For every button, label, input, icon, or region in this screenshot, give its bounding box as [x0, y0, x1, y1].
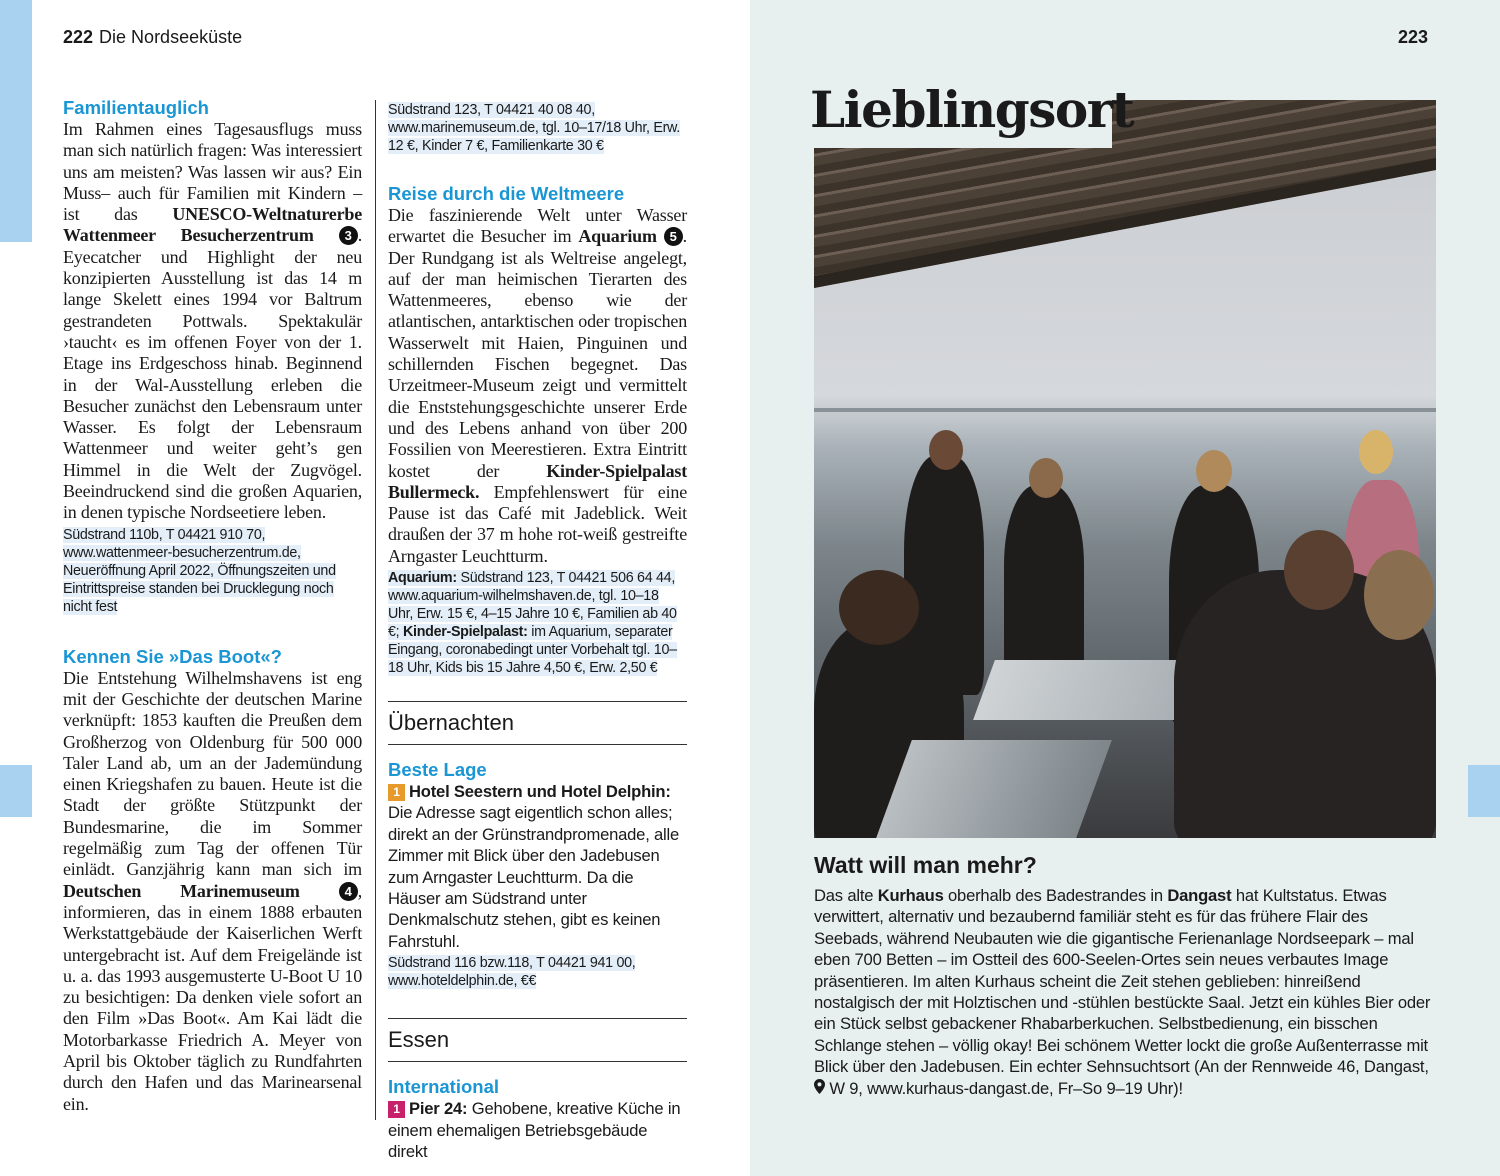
text-run: oberhalb des Badestrandes in [943, 886, 1168, 905]
marker-number-icon: 4 [339, 882, 358, 901]
paragraph-aquarium [388, 205, 687, 567]
text-run: Südstrand 123, T 04421 506 64 44, www.aquarium-wilhelmshaven.de, tgl. 10–18 Uhr, Erw. 15 €, 4–15 Jahre 10 €, Familien ab 40 €; [388, 570, 677, 641]
text-run: Die Adresse sagt eigentlich schon alles; direkt an der Grünstrandpromenade, alle Zimmer mit Blick über den Jadebusen zum Arngaster Leuchtturm. Da die Häuser am Südstrand unter Denkmalschutz stehen, gibt es keinen Fahrstuhl. [388, 803, 680, 951]
bold-text: Kurhaus [877, 886, 944, 905]
person [1004, 485, 1084, 685]
text-run: Südstrand 110b, T 04421 910 70, www.wattenmeer-besucherzentrum.de, Neueröffnung April 2022, Öffnungszeiten und Eintrittspreise standen bei Drucklegung noch nicht fest [63, 526, 336, 615]
text-run: . Der Rundgang ist als Weltreise angelegt, auf der man heimischen Tierarten des Wattenmeeres, ebenso wie der atlantischen, antarktischen oder tropischen Wasserwelt mit Haien, Pinguinen und schillernden Fischen begegnet. Das Urzeitmeer-Museum zeigt und vermittelt die Enststehungsgeschichte unserer Erde und des Lebens anhand von über 200 Fossilien von Meerestieren. Extra Eintritt kostet der [388, 226, 687, 481]
person-head [1364, 550, 1434, 640]
heading-das-boot: Kennen Sie »Das Boot«? [63, 645, 282, 667]
feature-text [814, 852, 1436, 1099]
terrace-table [876, 740, 1112, 838]
running-head [63, 27, 242, 48]
text-run: Die faszinierende Welt unter Wasser erwartet die Besucher im [388, 205, 687, 247]
text-run: hat Kultstatus. Etwas verwittert, alternativ und bezaubernd familiär steht es für das frühere Flair des Seebads, während Neubauten wie die gigantische Ferienanlage Nordseepark – mal eben 700 Betten – im Ostteil des 600-Seelen-Ortes sein neues verbautes Image präsentieren. Im alten Kurhaus scheint die Zeit stehen geblieben: hinreißend nostalgisch der mit Holztischen und -stühlen bestückte Saal. Jetzt ein kühles Bier oder ein Stück selbst gebackener Rhabarberkuchen. Selbstbedienung, ein bisschen Schlange stehen – völlig okay! Bei schönem Wetter lockt die große Außenterrasse mit Blick über den Jadebusen. Ein echter Sehnsuchtsort (An der Rennweide 46, Dangast, [814, 886, 1431, 1077]
info-hotel [388, 954, 687, 990]
restaurant-entry [388, 1098, 687, 1162]
hotel-entry [388, 781, 687, 952]
heading-weltmeere: Reise durch die Weltmeere [388, 183, 625, 204]
info-besucherzentrum [63, 526, 362, 616]
column-1 [63, 97, 362, 1115]
bold-text: Aquarium: [388, 570, 457, 587]
thumb-tab-chapter [0, 765, 32, 817]
heading-familientauglich: Familientauglich [63, 97, 209, 118]
text-run: Empfehlenswert für eine Pause ist das Café mit Jadeblick. Weit draußen der 37 m hohe rot-weiß gestreifte Arngaster Leuchtturm. [388, 481, 687, 566]
column-2 [388, 101, 687, 1163]
section-uebernachten: Übernachten [388, 701, 687, 745]
bold-text: Dangast [1167, 886, 1232, 905]
person-head [929, 430, 963, 470]
heading-international: International [388, 1076, 500, 1098]
page-number: 222 [63, 27, 94, 47]
person-head [839, 570, 919, 645]
text-run: Gehobene, kreative Küche in einem ehemaligen Betriebsgebäude direkt [388, 1099, 681, 1162]
person-head [1196, 450, 1232, 492]
text-run: im Aquarium, separater Eingang, coronabedingt unter Vorbehalt tgl. 10–18 Uhr, Kids bis 15 Jahre 4,50 €, Erw. 2,50 € [388, 624, 677, 677]
info-aquarium [388, 569, 687, 677]
text-run: Im Rahmen eines Tagesausflugs muss man sich natürlich fragen: Was interessiert uns am meisten? Was lassen wir aus? Ein Muss– auch für Familien mit Kindern – ist das [63, 119, 362, 225]
text-run: Das alte [814, 886, 878, 905]
section-essen: Essen [388, 1018, 687, 1062]
text-run: . Eyecatcher und Highlight der neu konzipierten Ausstellung ist das 14 m lange Skelett eines 1994 vor Baltrum gestrandeten Pottwals. Spektakulär ›taucht‹ es im offenen Foyer von der 1. Etage ins Erdgeschoss hinab. Beginnend in der Wal-Ausstellung erleben die Besucher zunächst den Lebensraum unter Wasser. Es folgt der Lebensraum Wattenmeer und weiter geht’s gen Himmel in die Welt der Zugvögel. Beeindruckend sind die großen Aquarien, in denen typische Nordseetiere leben. [63, 225, 362, 523]
text-run: Südstrand 123, T 04421 40 08 40, www.marinemuseum.de, tgl. 10–17/18 Uhr, Erw. 12 €, Kinder 7 €, Familienkarte 30 € [388, 102, 680, 154]
bold-text: Kinder-Spielpalast: [403, 624, 528, 641]
column-divider [375, 100, 376, 1120]
chapter-title: Die Nordseeküste [99, 27, 243, 47]
person-head [1029, 458, 1063, 498]
bold-text: Pier 24: [409, 1099, 468, 1119]
feature-title: Lieblingsort [810, 80, 1134, 139]
map-pin-icon [814, 1079, 825, 1098]
thumb-tab-top [0, 0, 32, 242]
paragraph-marine [63, 668, 362, 1115]
text-run: W 9, www.kurhaus-dangast.de, Fr–So 9–19 Uhr)! [825, 1078, 1183, 1098]
text-run: Die Entstehung Wilhelmshavens ist eng mit der Geschichte der deutschen Marine verknüpft: 1853 kauften die Preußen dem Großherzog von Oldenburg für 500 000 Taler Land ab, um an der Jademündung einen Kriegshafen zu bauen. Heute ist die Stadt der größte Stützpunkt der Bundesmarine, die im Sommer regelmäßig zum Tag der offenen Tür einlädt. Ganzjährig kann man sich im [63, 667, 362, 880]
feature-paragraph [814, 885, 1436, 1099]
marker-number-icon: 3 [339, 226, 358, 245]
bold-text: Deutschen Marinemuseum [63, 880, 300, 901]
page-number-right: 223 [1397, 27, 1428, 47]
bold-text: UNESCO-Weltnaturerbe Wattenmeer Besucherzentrum [63, 204, 362, 246]
heading-beste-lage: Beste Lage [388, 759, 487, 781]
person-head [1359, 430, 1393, 474]
kurhaus-terrace-photo [814, 100, 1436, 838]
text-run: Südstrand 116 bzw.118, T 04421 941 00, www.hoteldelphin.de, €€ [388, 955, 636, 990]
text-run [657, 226, 664, 246]
marker-square-icon: 1 [388, 784, 405, 801]
marker-number-icon: 5 [664, 227, 683, 246]
text-run: , informieren, das in einem 1888 erbauten Werkstattgebäude der Kaiserlichen Werft untergebracht ist. Auf dem Freigelände ist u. a. das 1993 ausgemusterte U-Boot U 10 zu besichtigen: Da denken viele sofort an den Film »Das Boot«. Am Kai lädt die Motorbarkasse Friedrich A. Meyer von April bis Oktober täglich zu Rundfahrten durch den Hafen und das Marinearsenal ein. [63, 880, 362, 1114]
text-run [314, 225, 339, 245]
bold-text: Aquarium [578, 226, 657, 247]
person-head [1284, 530, 1354, 610]
paragraph-family [63, 119, 362, 524]
thumb-tab-chapter-right [1468, 765, 1500, 817]
feature-heading: Watt will man mehr? [814, 852, 1037, 878]
bold-text: Hotel Seestern und Hotel Delphin: [409, 782, 671, 802]
marker-square-icon: 1 [388, 1101, 405, 1118]
horizon [814, 408, 1436, 412]
info-marinemuseum [388, 101, 687, 155]
bold-text: Kinder-Spielpalast Bullermeck. [388, 460, 687, 502]
text-run [300, 881, 339, 901]
